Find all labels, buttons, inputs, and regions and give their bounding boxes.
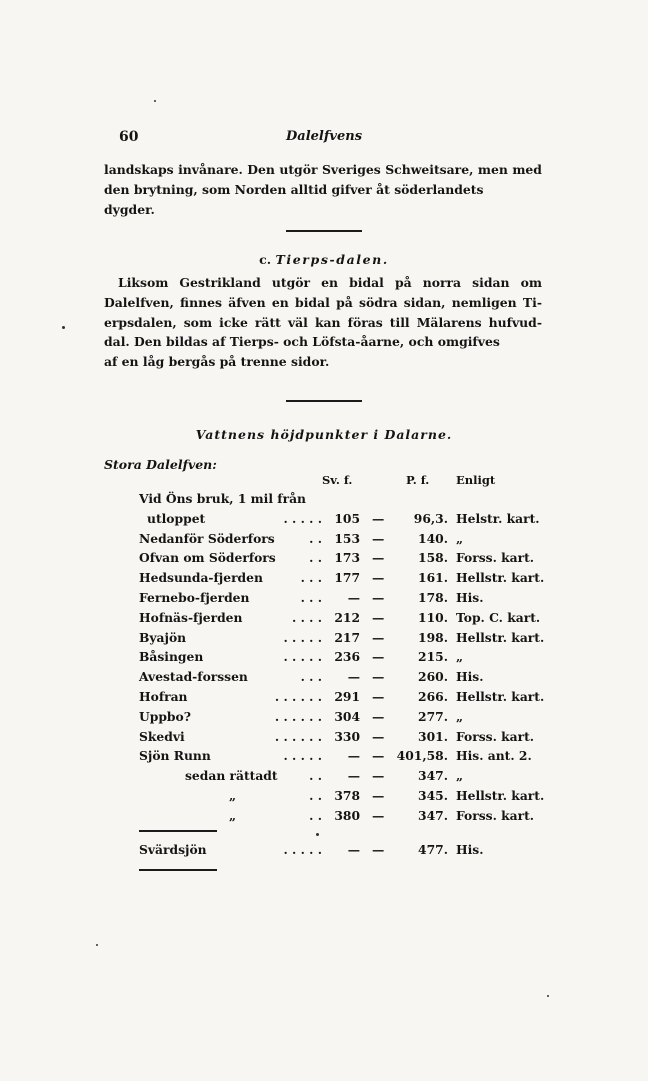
cell-name: Nedanför Söderfors bbox=[139, 530, 275, 546]
cell-dots: . . . . bbox=[292, 609, 322, 625]
cell-sv: 236 bbox=[334, 649, 360, 665]
cell-dash: — bbox=[372, 550, 385, 566]
cell-name: Hedsunda-fjerden bbox=[139, 570, 263, 586]
cell-dots: . . . bbox=[300, 570, 322, 586]
cell-sv: — bbox=[347, 768, 360, 784]
table-row bbox=[0, 746, 648, 766]
cell-name: Fernebo-fjerden bbox=[139, 590, 250, 605]
cell-name: Skedvi bbox=[139, 728, 185, 744]
cell-name: Hofran bbox=[139, 689, 188, 704]
table-row bbox=[0, 608, 648, 628]
cell-sv: 378 bbox=[334, 788, 360, 803]
cell-pf: 301. bbox=[418, 728, 448, 744]
cell-dash: — bbox=[372, 510, 385, 526]
cell-pf: 260. bbox=[418, 669, 448, 685]
cell-dash: — bbox=[372, 590, 385, 605]
cell-dots: . . . . . . bbox=[274, 728, 322, 744]
cell-src: Hellstr. kart. bbox=[456, 689, 545, 704]
table-row bbox=[0, 840, 648, 860]
section-paragraph bbox=[104, 273, 542, 372]
cell-sv: 380 bbox=[334, 807, 360, 823]
cell-dots: . . . . . bbox=[283, 842, 322, 857]
cell-dash: — bbox=[372, 609, 385, 625]
cell-src: His. bbox=[456, 669, 484, 685]
cell-sv: 173 bbox=[334, 550, 360, 566]
cell-sv: — bbox=[347, 590, 360, 605]
table-row bbox=[0, 786, 648, 806]
cell-pf: 110. bbox=[418, 609, 448, 625]
cell-src: „ bbox=[456, 530, 464, 546]
cell-name: sedan rättadt bbox=[185, 768, 278, 784]
cell-dash: — bbox=[372, 807, 385, 823]
page-number: 60 bbox=[119, 129, 139, 145]
section-line: dal. Den bildas af Tierps- och Löfsta-åarne, och omgifves bbox=[104, 334, 500, 350]
table-row bbox=[0, 588, 648, 608]
cell-src: Hellstr. kart. bbox=[456, 788, 545, 803]
margin-speck bbox=[62, 326, 65, 329]
cell-dots: . . . bbox=[300, 669, 322, 685]
cell-dots: . . bbox=[309, 788, 322, 803]
cell-pf: 345. bbox=[418, 788, 448, 803]
cell-src: Top. C. kart. bbox=[456, 609, 541, 625]
section-title bbox=[0, 252, 648, 267]
table-row bbox=[0, 806, 648, 826]
cell-sv: 304 bbox=[334, 708, 360, 724]
cell-name: Ofvan om Söderfors bbox=[139, 550, 276, 566]
cell-name: Sjön Runn bbox=[139, 748, 211, 764]
cell-dash: — bbox=[372, 689, 385, 704]
cell-dots: . . . . . bbox=[283, 748, 322, 764]
cell-pf: 198. bbox=[418, 629, 448, 645]
cell-name: Svärdsjön bbox=[139, 842, 207, 857]
cell-pf: 215. bbox=[418, 649, 448, 665]
margin-speck bbox=[547, 995, 549, 997]
intro-paragraph bbox=[104, 160, 542, 219]
cell-pf: 161. bbox=[418, 570, 448, 586]
cell-sv: — bbox=[347, 669, 360, 685]
cell-sv: 153 bbox=[334, 530, 360, 546]
cell-name: Uppbo? bbox=[139, 708, 191, 724]
cell-src: Forss. kart. bbox=[456, 550, 535, 566]
cell-name: Båsingen bbox=[139, 649, 204, 665]
cell-sv: 330 bbox=[334, 728, 360, 744]
table-row bbox=[0, 489, 648, 509]
table-row bbox=[0, 727, 648, 747]
cell-dash: — bbox=[372, 768, 385, 784]
cell-dots: . . bbox=[309, 768, 322, 784]
cell-pf: 477. bbox=[418, 842, 448, 857]
cell-sv: — bbox=[347, 748, 360, 764]
section-line: Liksom Gestrikland utgör en bidal på norra sidan om bbox=[118, 275, 542, 290]
cell-pf: 158. bbox=[418, 550, 448, 566]
cell-dash: — bbox=[372, 728, 385, 744]
cell-src: Helstr. kart. bbox=[456, 510, 540, 526]
table-row bbox=[0, 647, 648, 667]
cell-src: His. ant. 2. bbox=[456, 748, 532, 764]
cell-sv: — bbox=[347, 842, 360, 857]
column-header-sv: Sv. f. bbox=[322, 473, 353, 487]
cell-src: „ bbox=[456, 649, 464, 665]
section-line: erpsdalen, som icke rätt väl kan föras till Mälarens hufvud- bbox=[104, 314, 542, 330]
cell-sv: 212 bbox=[334, 609, 360, 625]
cell-src: „ bbox=[456, 768, 464, 784]
cell-dots: . . . . . bbox=[283, 510, 322, 526]
cell-src: His. bbox=[456, 590, 484, 605]
margin-speck bbox=[154, 100, 156, 102]
margin-speck bbox=[316, 833, 319, 836]
table-row bbox=[0, 548, 648, 568]
cell-dash: — bbox=[372, 649, 385, 665]
cell-name: Byajön bbox=[139, 629, 187, 645]
table-row bbox=[0, 766, 648, 786]
cell-src: Hellstr. kart. bbox=[456, 570, 545, 586]
table-row bbox=[0, 687, 648, 707]
cell-name: Vid Öns bruk, 1 mil från bbox=[139, 491, 306, 506]
table-row bbox=[0, 529, 648, 549]
cell-sv: 105 bbox=[334, 510, 360, 526]
divider-rule bbox=[286, 400, 362, 402]
cell-name: „ bbox=[229, 788, 237, 803]
table-row bbox=[0, 707, 648, 727]
cell-src: Forss. kart. bbox=[456, 728, 535, 744]
margin-speck bbox=[96, 944, 98, 946]
cell-dash: — bbox=[372, 842, 385, 857]
cell-pf: 277. bbox=[418, 708, 448, 724]
cell-dots: . . . bbox=[300, 590, 322, 605]
running-head: Dalelfvens bbox=[286, 129, 363, 144]
cell-dots: . . . . . bbox=[283, 649, 322, 665]
cell-dots: . . bbox=[309, 807, 322, 823]
cell-src: His. bbox=[456, 842, 484, 857]
intro-line: dygder. bbox=[104, 201, 155, 217]
cell-pf: 266. bbox=[418, 689, 448, 704]
cell-pf: 347. bbox=[418, 807, 448, 823]
table-row bbox=[0, 628, 648, 648]
cell-pf: 140. bbox=[418, 530, 448, 546]
cell-dots: . . . . . . bbox=[274, 689, 322, 704]
cell-pf: 347. bbox=[418, 768, 448, 784]
cell-dash: — bbox=[372, 788, 385, 803]
cell-name: Hofnäs-fjerden bbox=[139, 609, 243, 625]
section-line: af en låg bergås på trenne sidor. bbox=[104, 354, 330, 370]
cell-dots: . . bbox=[309, 550, 322, 566]
table-row bbox=[0, 509, 648, 529]
cell-dash: — bbox=[372, 629, 385, 645]
section-label: c. bbox=[259, 252, 272, 267]
cell-dash: — bbox=[372, 669, 385, 685]
intro-line: med den brytning, som Norden alltid gifver åt söderlandets bbox=[104, 162, 542, 197]
cell-src: „ bbox=[456, 708, 464, 724]
cell-name: „ bbox=[229, 807, 237, 823]
cell-dash: — bbox=[372, 530, 385, 546]
cell-dots: . . . . . bbox=[283, 629, 322, 645]
cell-pf: 178. bbox=[418, 590, 448, 605]
section-title-text: Tierps-dalen. bbox=[275, 252, 389, 267]
table-row bbox=[0, 667, 648, 687]
column-header-pf: P. f. bbox=[406, 473, 430, 487]
table-row bbox=[0, 568, 648, 588]
cell-dash: — bbox=[372, 570, 385, 586]
table-rule bbox=[139, 869, 217, 871]
section-line: Dalelfven, finnes äfven en bidal på södra sidan, nemligen Ti- bbox=[104, 294, 542, 310]
cell-sv: 291 bbox=[334, 689, 360, 704]
cell-name: Avestad-forssen bbox=[139, 669, 248, 685]
cell-src: Forss. kart. bbox=[456, 807, 535, 823]
cell-sv: 217 bbox=[334, 629, 360, 645]
cell-dash: — bbox=[372, 748, 385, 764]
cell-dots: . . bbox=[309, 530, 322, 546]
divider-rule bbox=[286, 230, 362, 232]
table-title: Vattnens höjdpunkter i Dalarne. bbox=[195, 427, 453, 442]
cell-sv: 177 bbox=[334, 570, 360, 586]
cell-pf: 96,3. bbox=[413, 510, 448, 526]
cell-name: utloppet bbox=[147, 510, 206, 526]
cell-dots: . . . . . . bbox=[274, 708, 322, 724]
column-header-source: Enligt bbox=[456, 473, 496, 487]
intro-line: landskaps invånare. Den utgör Sveriges Schweitsare, men bbox=[104, 162, 508, 177]
cell-pf: 401,58. bbox=[396, 748, 448, 764]
table-subheading: Stora Dalelfven: bbox=[104, 457, 217, 472]
cell-src: Hellstr. kart. bbox=[456, 629, 545, 645]
cell-dash: — bbox=[372, 708, 385, 724]
table-rule bbox=[139, 830, 217, 832]
